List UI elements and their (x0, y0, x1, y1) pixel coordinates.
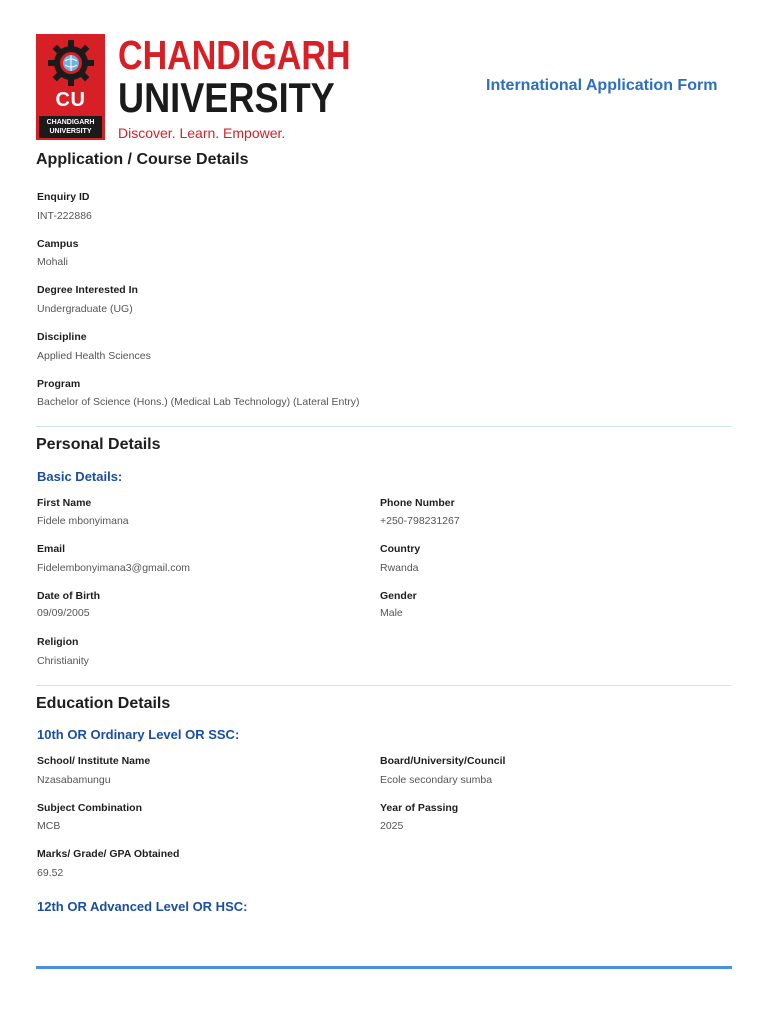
university-logo (36, 34, 105, 140)
gender-label: Gender (380, 590, 417, 602)
program-value: Bachelor of Science (Hons.) (Medical Lab Technology) (Lateral Entry) (37, 396, 360, 408)
first-name-label: First Name (37, 497, 92, 509)
campus-value: Mohali (37, 256, 68, 268)
marks-label: Marks/ Grade/ GPA Obtained (37, 848, 180, 860)
year-of-passing-label: Year of Passing (380, 802, 459, 814)
degree-value: Undergraduate (UG) (37, 303, 133, 315)
discipline-value: Applied Health Sciences (37, 350, 151, 362)
form-title: International Application Form (486, 77, 718, 94)
email-label: Email (37, 543, 66, 555)
brand-name-line1: CHANDIGARH (118, 32, 351, 78)
enquiry-id-label: Enquiry ID (37, 191, 90, 203)
religion-value: Christianity (37, 655, 89, 667)
school-name-value: Nzasabamungu (37, 774, 111, 786)
marks-value: 69.52 (37, 867, 64, 879)
country-value: Rwanda (380, 562, 419, 574)
logo-small-line2: UNIVERSITY (49, 128, 92, 135)
religion-label: Religion (37, 636, 79, 648)
school-name-label: School/ Institute Name (37, 755, 151, 767)
subject-combination-label: Subject Combination (37, 802, 142, 814)
section-divider (36, 426, 731, 427)
gender-value: Male (380, 607, 403, 619)
logo-small-line1: CHANDIGARH (46, 119, 95, 126)
section-divider (36, 685, 731, 686)
first-name-value: Fidele mbonyimana (37, 515, 129, 527)
page-bottom-bar (36, 966, 732, 969)
year-of-passing-value: 2025 (380, 820, 404, 832)
country-label: Country (380, 543, 421, 555)
enquiry-id-value: INT-222886 (37, 210, 92, 222)
education-section-title: Education Details (36, 695, 171, 712)
discipline-label: Discipline (37, 331, 87, 343)
dob-label: Date of Birth (37, 590, 100, 602)
personal-section-title: Personal Details (36, 436, 161, 453)
program-label: Program (37, 378, 81, 390)
board-label: Board/University/Council (380, 755, 506, 767)
brand-name-line2: UNIVERSITY (118, 74, 335, 121)
phone-number-value: +250-798231267 (380, 515, 460, 527)
course-section-title: Application / Course Details (36, 151, 249, 168)
subject-combination-value: MCB (37, 820, 61, 832)
email-value: Fidelembonyimana3@gmail.com (37, 562, 191, 574)
logo-name-strip (39, 116, 102, 138)
twelfth-level-subtitle: 12th OR Advanced Level OR HSC: (37, 899, 248, 914)
tenth-level-subtitle: 10th OR Ordinary Level OR SSC: (37, 727, 240, 742)
dob-value: 09/09/2005 (37, 607, 90, 619)
board-value: Ecole secondary sumba (380, 774, 493, 786)
logo-abbreviation: CU (55, 89, 86, 111)
brand-tagline: Discover. Learn. Empower. (118, 125, 286, 141)
gear-globe-icon (46, 38, 96, 88)
campus-label: Campus (37, 238, 79, 250)
basic-details-subtitle: Basic Details: (37, 469, 123, 484)
degree-label: Degree Interested In (37, 284, 138, 296)
phone-number-label: Phone Number (380, 497, 455, 509)
